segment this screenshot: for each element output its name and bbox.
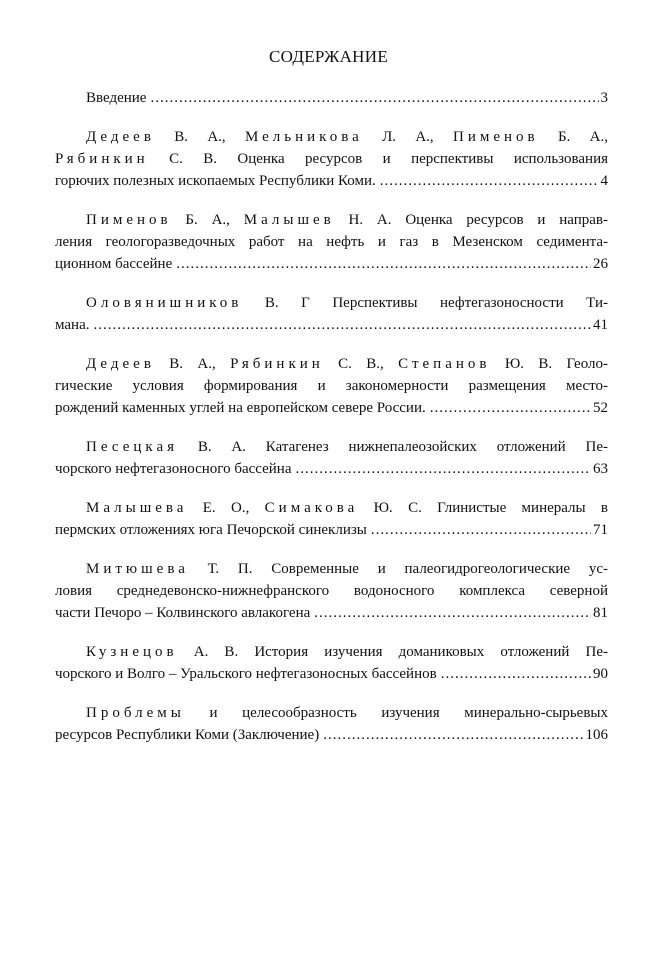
entry-text xyxy=(55,253,172,275)
entry-text-segment: и целесообразность изучения минерально-сырьевых xyxy=(184,705,608,721)
entry-text-segment: С. В., xyxy=(323,356,399,372)
page-number: 81 xyxy=(593,605,608,621)
toc-entry-line xyxy=(55,663,608,685)
toc-entry-line xyxy=(55,458,608,480)
page-number: 63 xyxy=(593,461,608,477)
toc-entry-line xyxy=(55,148,608,170)
entry-text-segment: Ю. В. Геоло- xyxy=(490,356,608,372)
toc-entry-line xyxy=(55,580,608,602)
entry-text-segment: чорского и Волго – Уральского нефтегазоносных бассейнов xyxy=(55,666,437,682)
toc-entry-line xyxy=(55,253,608,275)
toc-entry-line xyxy=(55,497,608,519)
author-name: Митюшева xyxy=(86,561,189,577)
author-name: Оловянишников xyxy=(86,295,243,311)
toc-entry-line xyxy=(55,126,608,148)
dot-leader xyxy=(295,458,591,480)
toc-entry[interactable] xyxy=(55,353,608,419)
page-number: 106 xyxy=(585,727,608,743)
entry-text-segment: ловия среднедевонско-нижнефранского водоносного комплекса северной xyxy=(55,583,608,599)
toc-entry-line xyxy=(55,702,608,724)
entry-text-segment: рождений каменных углей на европейском севере России. xyxy=(55,400,426,416)
entry-text-segment: ления геологоразведочных работ на нефть и газ в Мезенском седимента- xyxy=(55,234,608,250)
toc-entry-line xyxy=(55,209,608,231)
entry-text-segment: ресурсов Республики Коми (Заключение) xyxy=(55,727,320,743)
entry-text-segment: В. Г Перспективы нефтегазоносности Ти- xyxy=(242,295,608,311)
entry-text xyxy=(55,519,367,541)
author-name: Малышева xyxy=(86,500,188,516)
toc-entry-line xyxy=(55,641,608,663)
toc-entry[interactable] xyxy=(55,497,608,541)
entry-text xyxy=(55,314,89,336)
page-number: 41 xyxy=(593,317,608,333)
author-name: Рябинкин xyxy=(230,356,324,372)
toc-entry[interactable] xyxy=(55,209,608,275)
entry-text-segment: В. А., xyxy=(154,356,231,372)
toc-entry[interactable] xyxy=(55,702,608,746)
page-number: 26 xyxy=(593,256,608,272)
entry-text xyxy=(86,87,146,109)
toc-entry-line xyxy=(55,397,608,419)
toc-entry-line xyxy=(55,170,608,192)
toc-entry-line xyxy=(55,231,608,253)
author-name: Пименов xyxy=(86,212,172,228)
dot-leader xyxy=(314,602,591,624)
entry-text xyxy=(55,458,291,480)
entry-text xyxy=(55,663,437,685)
entry-text-segment: ционном бассейне xyxy=(55,256,173,272)
author-name: Кузнецов xyxy=(86,644,178,660)
page-number: 3 xyxy=(600,90,608,106)
entry-text-segment: части Печоро – Колвинского авлакогена xyxy=(55,605,311,621)
toc-entry-line xyxy=(55,436,608,458)
entry-text xyxy=(55,397,426,419)
entry-text-segment: Е. О., xyxy=(187,500,265,516)
dot-leader xyxy=(150,87,598,109)
entry-text-segment: чорского нефтегазоносного бассейна xyxy=(55,461,292,477)
toc-entry-line xyxy=(55,724,608,746)
dot-leader xyxy=(430,397,591,419)
author-name: Степанов xyxy=(398,356,491,372)
toc-entry[interactable] xyxy=(55,558,608,624)
entry-text-segment: горючих полезных ископаемых Республики Коми. xyxy=(55,173,376,189)
toc-entry-line xyxy=(55,602,608,624)
page-title: СОДЕРЖАНИЕ xyxy=(268,47,389,66)
entry-text-segment: Введение xyxy=(86,90,147,106)
entry-text-segment: Н. А. Оценка ресурсов и направ- xyxy=(334,212,608,228)
toc-entry[interactable] xyxy=(55,126,608,192)
toc-entry-line xyxy=(55,558,608,580)
author-name: Проблемы xyxy=(86,705,185,721)
author-name: Симакова xyxy=(264,500,359,516)
author-name: Дедеев xyxy=(86,356,155,372)
entry-text xyxy=(55,602,310,624)
dot-leader xyxy=(93,314,591,336)
dot-leader xyxy=(371,519,591,541)
entry-text-segment: С. В. Оценка ресурсов и перспективы использования xyxy=(148,151,608,167)
author-name: Дедеев xyxy=(86,129,155,145)
entry-text-segment: В. А., xyxy=(154,129,245,145)
dot-leader xyxy=(380,170,599,192)
author-name: Пименов xyxy=(453,129,539,145)
toc-entry[interactable] xyxy=(55,436,608,480)
page-number: 4 xyxy=(600,173,608,189)
entry-text-segment: пермских отложениях юга Печорской синеклизы xyxy=(55,522,367,538)
toc-entry-line xyxy=(55,519,608,541)
entry-text xyxy=(55,170,376,192)
entry-text-segment: Т. П. Современные и палеогидрогеологические ус- xyxy=(188,561,608,577)
table-of-contents xyxy=(55,87,608,763)
toc-entry-line xyxy=(55,353,608,375)
author-name: Малышев xyxy=(243,212,335,228)
entry-text-segment: В. А. Катагенез нижнепалеозойских отложений Пе- xyxy=(178,439,608,455)
author-name: Рябинкин xyxy=(55,151,149,167)
toc-entry[interactable] xyxy=(55,87,608,109)
entry-text-segment: Ю. С. Глинистые минералы в xyxy=(358,500,608,516)
entry-text-segment: мана. xyxy=(55,317,90,333)
page-number: 52 xyxy=(593,400,608,416)
dot-leader xyxy=(176,253,591,275)
entry-text-segment: Л. А., xyxy=(362,129,454,145)
author-name: Мельникова xyxy=(245,129,363,145)
toc-entry[interactable] xyxy=(55,641,608,685)
entry-text-segment: Б. А., xyxy=(171,212,244,228)
page-number: 90 xyxy=(593,666,608,682)
toc-entry-line xyxy=(55,87,608,109)
toc-entry-line xyxy=(55,314,608,336)
dot-leader xyxy=(323,724,583,746)
entry-text xyxy=(55,724,319,746)
entry-text-segment: А. В. История изучения доманиковых отложений Пе- xyxy=(177,644,608,660)
entry-text-segment: гические условия формирования и закономерности размещения место- xyxy=(55,378,608,394)
toc-entry-line xyxy=(55,292,608,314)
author-name: Песецкая xyxy=(86,439,179,455)
toc-entry-line xyxy=(55,375,608,397)
dot-leader xyxy=(441,663,591,685)
toc-entry[interactable] xyxy=(55,292,608,336)
page-number: 71 xyxy=(593,522,608,538)
entry-text-segment: Б. А., xyxy=(538,129,608,145)
